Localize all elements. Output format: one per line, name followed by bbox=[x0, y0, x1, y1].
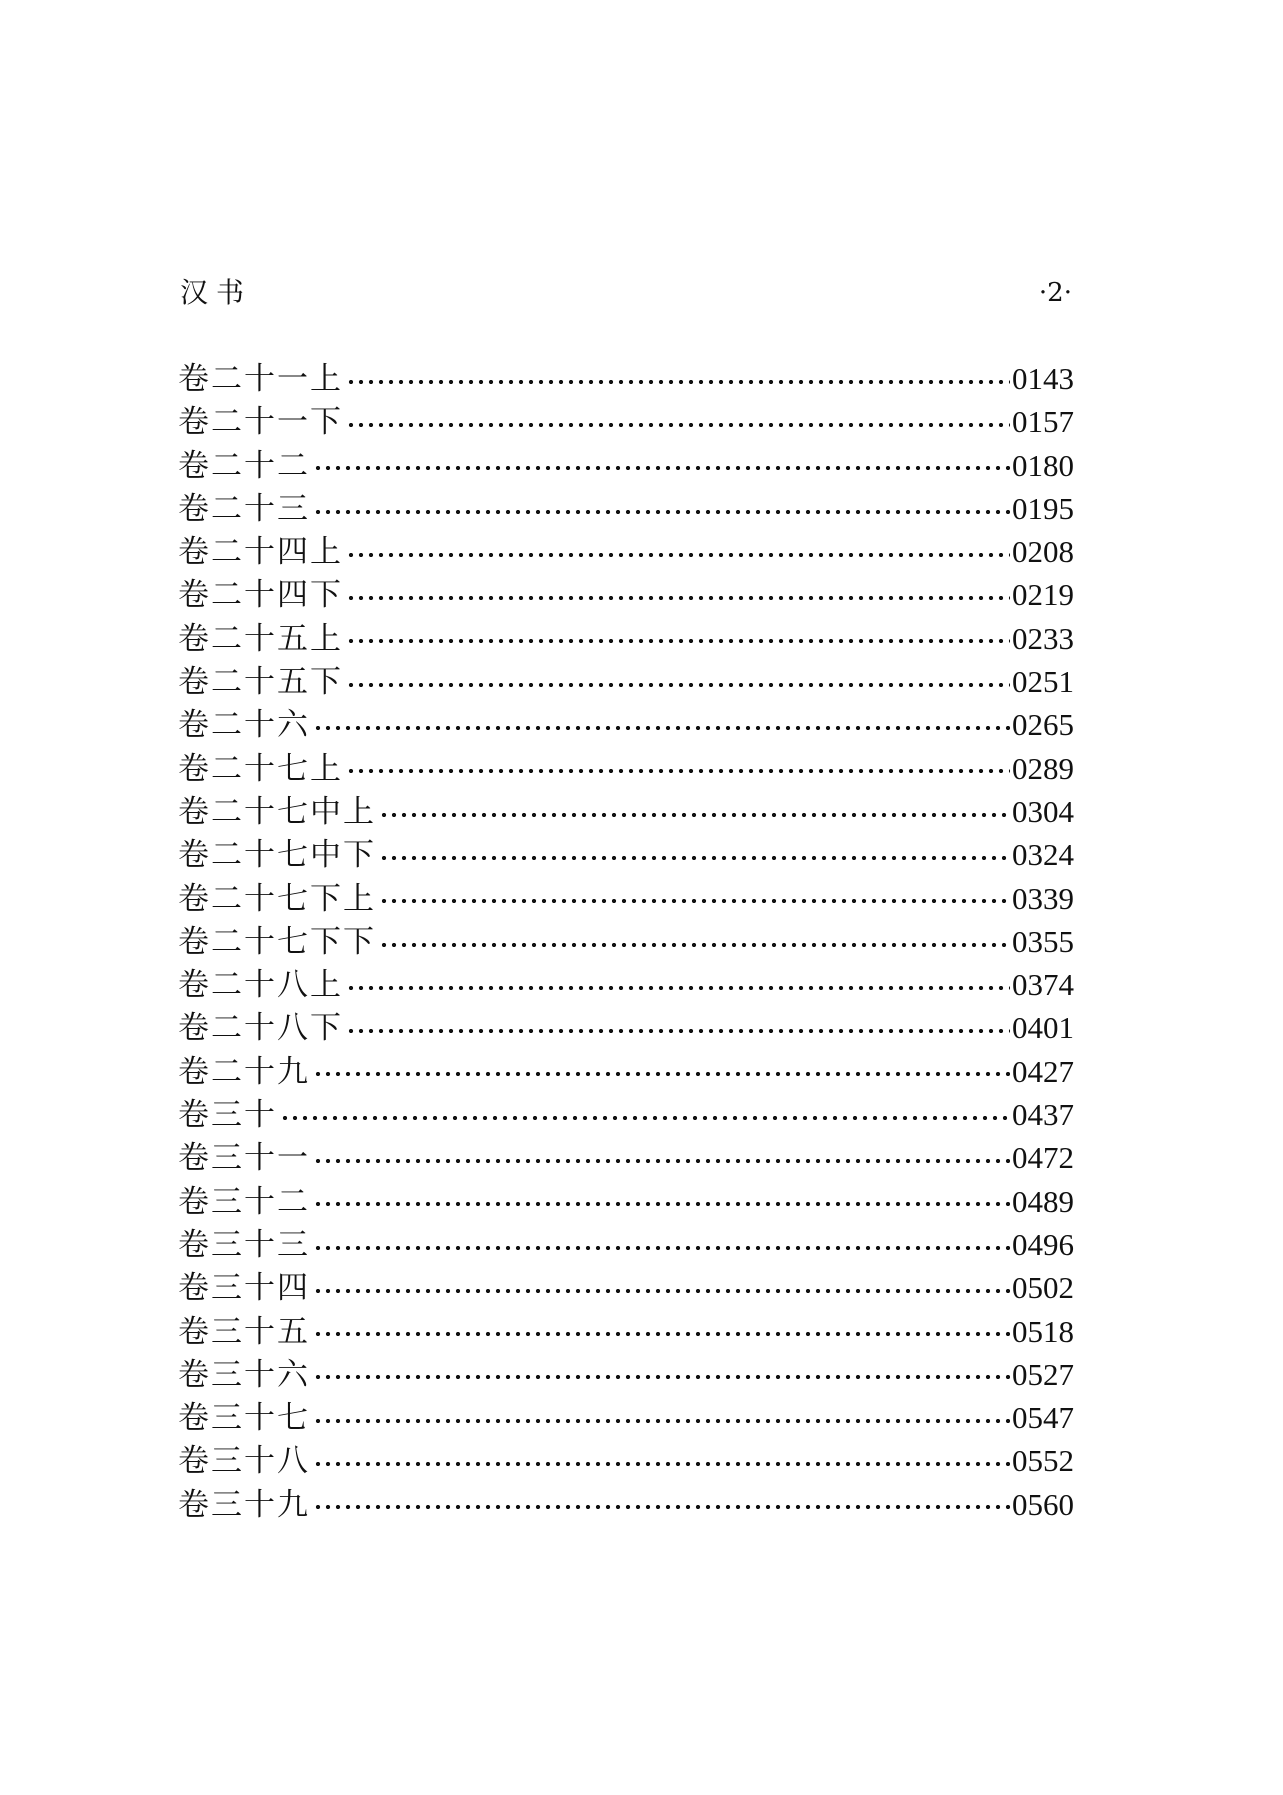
toc-entry-page-number: 0502 bbox=[1012, 1270, 1074, 1306]
dot-leader bbox=[313, 1289, 1010, 1293]
toc-entry-page-number: 0427 bbox=[1012, 1053, 1074, 1089]
toc-entry-label: 卷二十六 bbox=[178, 707, 310, 744]
toc-entry-page-number: 0401 bbox=[1012, 1010, 1074, 1046]
dot-leader bbox=[313, 466, 1010, 470]
toc-entry-label: 卷二十二 bbox=[178, 447, 310, 484]
toc-entry-label: 卷二十四下 bbox=[178, 577, 343, 614]
toc-entry-label: 卷三十四 bbox=[178, 1270, 310, 1307]
dot-leader bbox=[379, 813, 1010, 817]
toc-entry-page-number: 0265 bbox=[1012, 707, 1074, 743]
dot-leader bbox=[346, 1029, 1010, 1033]
toc-entry-label: 卷二十三 bbox=[178, 490, 310, 527]
dot-leader bbox=[313, 726, 1010, 730]
toc-entry-page-number: 0339 bbox=[1012, 880, 1074, 916]
dot-leader bbox=[313, 510, 1010, 514]
toc-entry bbox=[178, 1396, 1074, 1439]
toc-entry-label: 卷三十 bbox=[178, 1097, 277, 1134]
toc-entry-page-number: 0289 bbox=[1012, 750, 1074, 786]
toc-entry bbox=[178, 1006, 1074, 1049]
page-number: ·2· bbox=[1038, 278, 1072, 308]
toc-entry bbox=[178, 1439, 1074, 1482]
dot-leader bbox=[313, 1462, 1010, 1466]
toc-entry-label: 卷二十一下 bbox=[178, 404, 343, 441]
toc-entry bbox=[178, 573, 1074, 616]
toc-entry bbox=[178, 1353, 1074, 1396]
toc-entry-page-number: 0489 bbox=[1012, 1183, 1074, 1219]
table-of-contents bbox=[178, 357, 1074, 1526]
toc-entry-page-number: 0547 bbox=[1012, 1400, 1074, 1436]
dot-leader bbox=[346, 639, 1010, 643]
toc-entry-label: 卷三十二 bbox=[178, 1183, 310, 1220]
toc-entry-page-number: 0472 bbox=[1012, 1140, 1074, 1176]
toc-entry-label: 卷二十七上 bbox=[178, 750, 343, 787]
toc-entry-label: 卷三十三 bbox=[178, 1226, 310, 1263]
dot-leader bbox=[280, 1116, 1010, 1120]
toc-entry bbox=[178, 660, 1074, 703]
toc-entry-page-number: 0195 bbox=[1012, 490, 1074, 526]
toc-entry-page-number: 0496 bbox=[1012, 1226, 1074, 1262]
dot-leader bbox=[346, 423, 1010, 427]
toc-entry bbox=[178, 790, 1074, 833]
dot-leader bbox=[313, 1375, 1010, 1379]
toc-entry-page-number: 0251 bbox=[1012, 664, 1074, 700]
dot-leader bbox=[313, 1505, 1010, 1509]
dot-leader bbox=[346, 769, 1010, 773]
toc-entry bbox=[178, 920, 1074, 963]
toc-entry bbox=[178, 1180, 1074, 1223]
toc-entry-page-number: 0437 bbox=[1012, 1097, 1074, 1133]
toc-entry-page-number: 0143 bbox=[1012, 361, 1074, 396]
toc-entry-page-number: 0374 bbox=[1012, 967, 1074, 1003]
toc-entry-page-number: 0157 bbox=[1012, 404, 1074, 440]
toc-entry bbox=[178, 357, 1074, 400]
toc-entry-page-number: 0219 bbox=[1012, 577, 1074, 613]
toc-entry bbox=[178, 530, 1074, 573]
toc-entry bbox=[178, 400, 1074, 443]
toc-entry bbox=[178, 1223, 1074, 1266]
toc-entry-page-number: 0560 bbox=[1012, 1486, 1074, 1522]
dot-leader bbox=[313, 1159, 1010, 1163]
toc-entry-label: 卷二十八上 bbox=[178, 967, 343, 1004]
toc-entry-page-number: 0208 bbox=[1012, 534, 1074, 570]
toc-entry-label: 卷三十六 bbox=[178, 1356, 310, 1393]
toc-entry bbox=[178, 487, 1074, 530]
toc-entry bbox=[178, 747, 1074, 790]
toc-entry-page-number: 0355 bbox=[1012, 923, 1074, 959]
dot-leader bbox=[379, 856, 1010, 860]
toc-entry-page-number: 0180 bbox=[1012, 447, 1074, 483]
toc-entry-page-number: 0552 bbox=[1012, 1443, 1074, 1479]
toc-entry-label: 卷二十七下上 bbox=[178, 880, 376, 917]
dot-leader bbox=[313, 1246, 1010, 1250]
dot-leader bbox=[313, 1419, 1010, 1423]
toc-entry-label: 卷三十七 bbox=[178, 1400, 310, 1437]
toc-entry-label: 卷二十七中下 bbox=[178, 837, 376, 874]
toc-entry bbox=[178, 703, 1074, 746]
toc-entry-page-number: 0518 bbox=[1012, 1313, 1074, 1349]
toc-entry bbox=[178, 1136, 1074, 1179]
dot-leader bbox=[346, 553, 1010, 557]
book-title: 汉书 bbox=[180, 276, 253, 309]
toc-entry-label: 卷二十九 bbox=[178, 1053, 310, 1090]
toc-entry-label: 卷三十五 bbox=[178, 1313, 310, 1350]
dot-leader bbox=[346, 596, 1010, 600]
dot-leader bbox=[346, 683, 1010, 687]
toc-entry-label: 卷三十九 bbox=[178, 1486, 310, 1523]
dot-leader bbox=[313, 1202, 1010, 1206]
toc-entry bbox=[178, 1483, 1074, 1526]
toc-entry-label: 卷二十八下 bbox=[178, 1010, 343, 1047]
toc-entry-label: 卷二十五上 bbox=[178, 620, 343, 657]
toc-entry bbox=[178, 444, 1074, 487]
toc-entry-label: 卷二十七下下 bbox=[178, 923, 376, 960]
dot-leader bbox=[313, 1072, 1010, 1076]
toc-entry-page-number: 0527 bbox=[1012, 1356, 1074, 1392]
toc-entry bbox=[178, 877, 1074, 920]
toc-entry-page-number: 0304 bbox=[1012, 793, 1074, 829]
dot-leader bbox=[346, 380, 1010, 384]
toc-entry bbox=[178, 1310, 1074, 1353]
toc-entry-page-number: 0233 bbox=[1012, 620, 1074, 656]
toc-entry-label: 卷三十一 bbox=[178, 1140, 310, 1177]
toc-entry-label: 卷二十一上 bbox=[178, 361, 343, 397]
toc-entry bbox=[178, 1093, 1074, 1136]
dot-leader bbox=[346, 986, 1010, 990]
dot-leader bbox=[379, 899, 1010, 903]
dot-leader bbox=[313, 1332, 1010, 1336]
toc-entry-label: 卷三十八 bbox=[178, 1443, 310, 1480]
running-header bbox=[180, 268, 1072, 318]
toc-entry-page-number: 0324 bbox=[1012, 837, 1074, 873]
toc-entry-label: 卷二十五下 bbox=[178, 664, 343, 701]
dot-leader bbox=[379, 943, 1010, 947]
toc-entry-label: 卷二十七中上 bbox=[178, 793, 376, 830]
toc-entry-label: 卷二十四上 bbox=[178, 534, 343, 571]
toc-entry bbox=[178, 833, 1074, 876]
toc-entry bbox=[178, 1050, 1074, 1093]
toc-entry bbox=[178, 1266, 1074, 1309]
toc-entry bbox=[178, 617, 1074, 660]
toc-entry bbox=[178, 963, 1074, 1006]
